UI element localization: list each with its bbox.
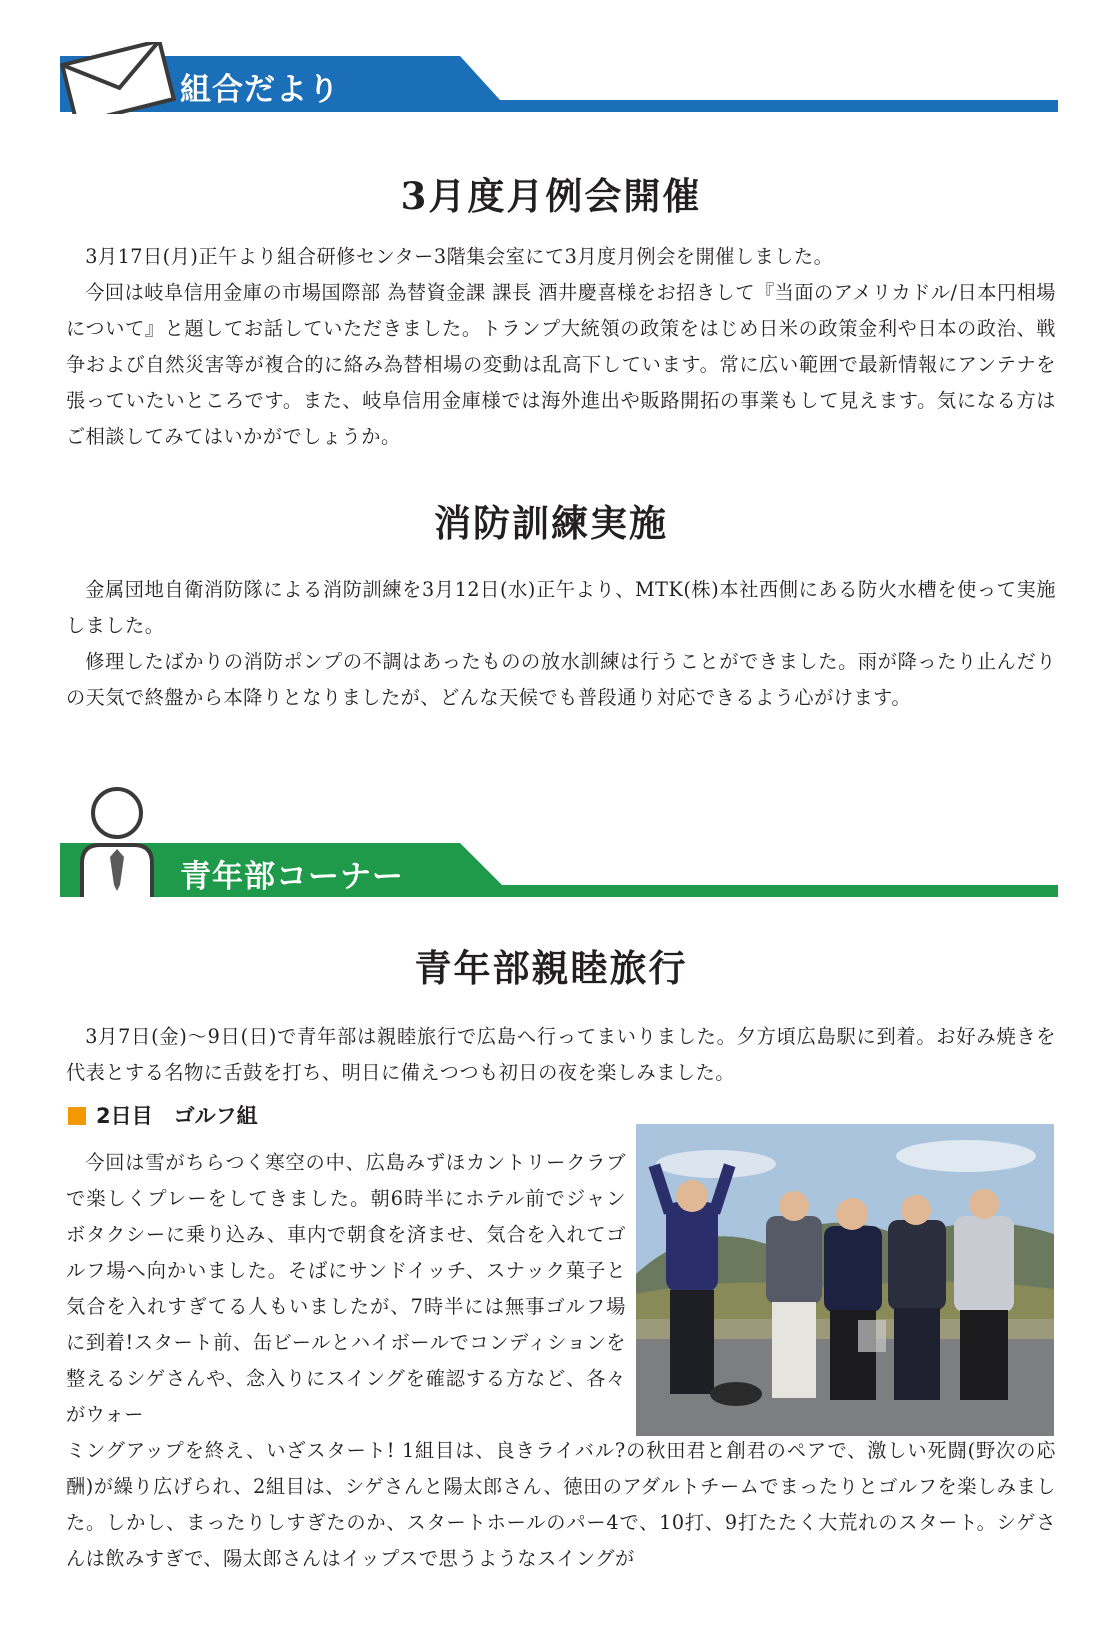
article-paragraph: 3月7日(金)〜9日(日)で青年部は親睦旅行で広島へ行ってまいりました。夕方頃広島駅に到着。お好み焼きを代表とする名物に舌鼓を打ち、明日に備えつつも初日の夜を楽しみました。 [66, 1025, 1056, 1084]
article-title-youth-trip: 青年部親睦旅行 [414, 947, 688, 990]
orange-square-bullet [68, 1107, 86, 1125]
group-photo [636, 1124, 1054, 1436]
subheading-text: 2日目 ゴルフ組 [96, 1104, 258, 1128]
envelope-icon [62, 42, 174, 114]
article-title-fire-drill: 消防訓練実施 [434, 501, 668, 545]
article-paragraph: ミングアップを終え、いざスタート! 1組目は、良きライバル?の秋田君と創君のペアで、激しい死闘(野次の応酬)が繰り広げられ、2組目は、シゲさんと陽太郎さん、徳田のアダルトチームでまったりとゴルフを楽しみました。しかし、まったりしすぎたのか、スタートホールのパー4で、10打、9打たたく大荒れのスタート。シゲさんは飲みすぎで、陽太郎さんはイップスで思うようなスイングが [66, 1439, 1056, 1570]
article-paragraph: 今回は岐阜信用金庫の市場国際部 為替資金課 課長 酒井慶喜様をお招きして『当面のアメリカドル/日本円相場について』と題してお話していただきました。トランプ大統領の政策をはじめ日米の政策金利や日本の政治、戦争および自然災害等が複合的に絡み為替相場の変動は乱高下しています。常に広い範囲で最新情報にアンテナを張っていたいところです。また、岐阜信用金庫様では海外進出や販路開拓の事業もして見えます。気になる方はご相談してみてはいかがでしょうか。 [66, 281, 1056, 448]
section-banner-kumiai [60, 42, 1058, 114]
article-paragraph-wrapped: 今回は雪がちらつく寒空の中、広島みずほカントリークラブで楽しくプレーをしてきました。朝6時半にホテル前でジャンボタクシーに乗り込み、車内で朝食を済ませ、気合を入れてゴルフ場へ向かいました。そばにサンドイッチ、スナック菓子と気合を入れすぎてる人もいましたが、7時半には無事ゴルフ場に到着!スタート前、缶ビールとハイボールでコンディションを整えるシゲさんや、念入りにスイングを確認する方など、各々がウォー [66, 1151, 626, 1426]
article-paragraph: 3月17日(月)正午より組合研修センター3階集会室にて3月度月例会を開催しました。 [85, 245, 834, 268]
subheading-golf [68, 1103, 258, 1129]
article-paragraph: 金属団地自衛消防隊による消防訓練を3月12日(水)正午より、MTK(株)本社西側にある防火水槽を使って実施しました。 [66, 578, 1056, 637]
section-banner-youth [60, 783, 1058, 901]
article-paragraph: 修理したばかりの消防ポンプの不調はあったものの放水訓練は行うことができました。雨が降ったり止んだりの天気で終盤から本降りとなりましたが、どんな天候でも普段通り対応できるよう心がけます。 [66, 650, 1056, 709]
section-title: 組合だより [180, 72, 340, 108]
section-title: 青年部コーナー [180, 859, 404, 895]
article-title-monthly-meeting: 3月度月例会開催 [400, 174, 702, 218]
